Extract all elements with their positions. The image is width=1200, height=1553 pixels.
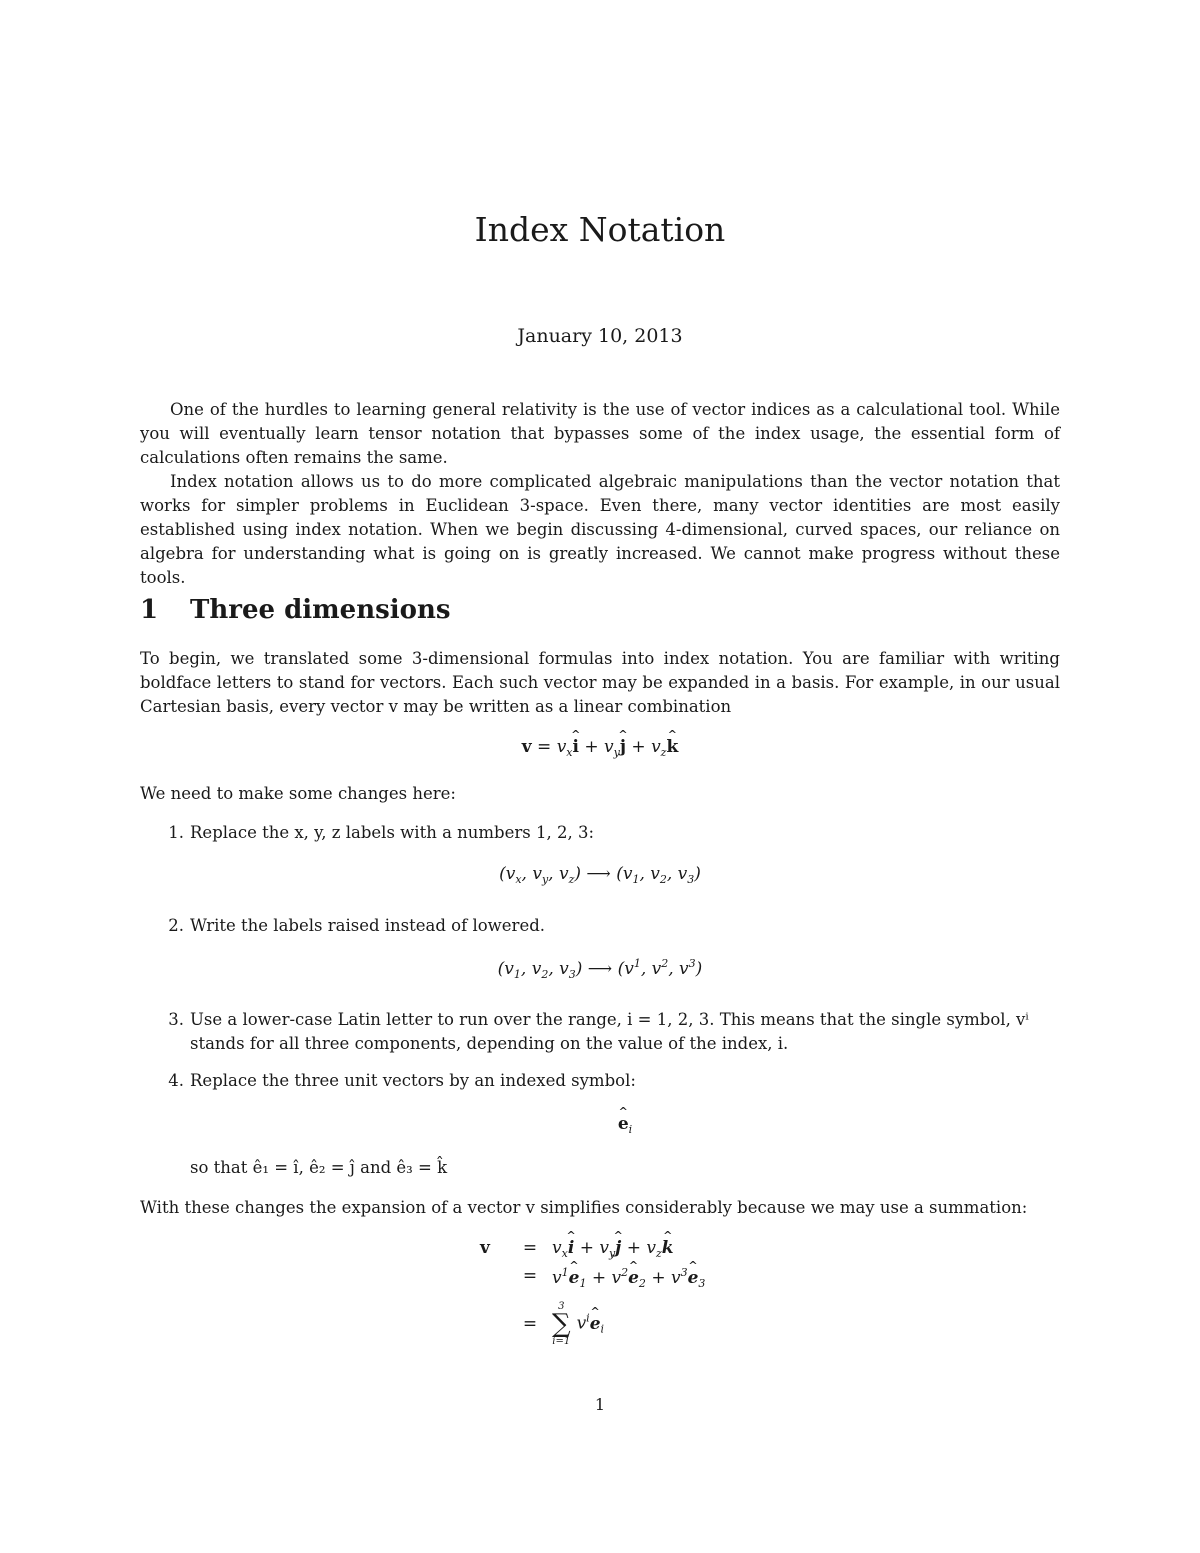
- list-item-text: Replace the three unit vectors by an indexed symbol:: [190, 1071, 636, 1090]
- sum-upper-limit: 3: [558, 1301, 565, 1312]
- equation-unit-vector-symbol: e $\^{}_i$: [160, 1114, 1060, 1136]
- list-item-2: [160, 914, 1060, 938]
- equation-row-1: v = $v_xi$ ^ + $v_yj$ ^ + $v_zk$ ^: [480, 1238, 705, 1266]
- intro-paragraph-1: One of the hurdles to learning general relativity is the use of vector indices as a calculational tool. While you will eventually learn tensor notation that bypasses some of the index usage, the essential form of calculations often remains the same.: [140, 400, 1060, 467]
- sum-lower-limit: i=1: [552, 1336, 571, 1347]
- intro-paragraph-2: Index notation allows us to do more complicated algebraic manipulations than the vector notation that works for simpler problems in Euclidean 3-space. Even there, many vector identities are most easily established using index notation. When we begin discussing 4-dimensional, curved spaces, our reliance on algebra for understanding what is going on is greatly increased. We cannot make progress without these tools.: [140, 472, 1060, 587]
- page-number: 1: [594, 1395, 606, 1414]
- section-paragraph-2: We need to make some changes here:: [140, 784, 456, 803]
- section-paragraph-3-block: [140, 1196, 1060, 1220]
- equation-row-3: = 3 ∑ i=1 $v^ie$ $\^{}_i$: [480, 1294, 705, 1354]
- equation-vector-expansion: $v = v_xi$ ^ + $v_yj$ ^ + $v_zk$ ^: [140, 737, 1060, 759]
- list-item-1: [160, 821, 1060, 845]
- section-title: Three dimensions: [190, 595, 451, 625]
- document-title: Index Notation: [474, 210, 726, 249]
- list-marker: 3.: [168, 1010, 184, 1029]
- section-number: 1: [140, 595, 159, 625]
- introduction: [140, 398, 1060, 590]
- list-item-4: [160, 1069, 1060, 1093]
- document-date: January 10, 2013: [517, 325, 683, 347]
- list-item-text: Replace the x, y, z labels with a numbers 1, 2, 3:: [190, 823, 595, 842]
- list-marker: 2.: [168, 916, 184, 935]
- list-item-3: [160, 1008, 1060, 1056]
- list-item-4-followup: [160, 1156, 1060, 1180]
- equation-summation-derivation: [480, 1238, 705, 1354]
- equation-row-2: = $v^1e$ $\^{}_1 + v^2e$ $\^{}_2 + v^3e$ $\^{}_3$: [480, 1266, 705, 1294]
- section-paragraph-1-block: [140, 647, 1060, 719]
- section-heading: [140, 595, 451, 625]
- section-paragraph-2-block: [140, 782, 1060, 806]
- equation-relabel: ($v_x$, $v_y$, $v_z$) ⟶ ($v_1$, $v_2$, $v_3$): [499, 864, 701, 886]
- section-paragraph-1: To begin, we translated some 3-dimensional formulas into index notation. You are familiar with writing boldface letters to stand for vectors. Each such vector may be expanded in a basis. For example, in our usual Cartesian basis, every vector v may be written as a linear combination: [140, 649, 1060, 716]
- list-marker: 1.: [168, 823, 184, 842]
- equation-raise-indices: ($v_1$, $v_2$, $v_3$) ⟶ ($v^1$, $v^2$, $v^3$): [497, 957, 703, 981]
- list-marker: 4.: [168, 1071, 184, 1090]
- summation-icon: 3 ∑ i=1: [552, 1301, 571, 1347]
- list-item-text: Write the labels raised instead of lowered.: [190, 916, 546, 935]
- list-item-followup-text: so that ê₁ = î, ê₂ = ĵ and ê₃ = k̂: [190, 1158, 448, 1177]
- section-paragraph-3: With these changes the expansion of a vector v simplifies considerably because we may use a summation:: [140, 1198, 1028, 1217]
- list-item-text: Use a lower-case Latin letter to run over the range, i = 1, 2, 3. This means that the single symbol, vⁱ stands for all three components, depending on the value of the index, i.: [190, 1010, 1029, 1053]
